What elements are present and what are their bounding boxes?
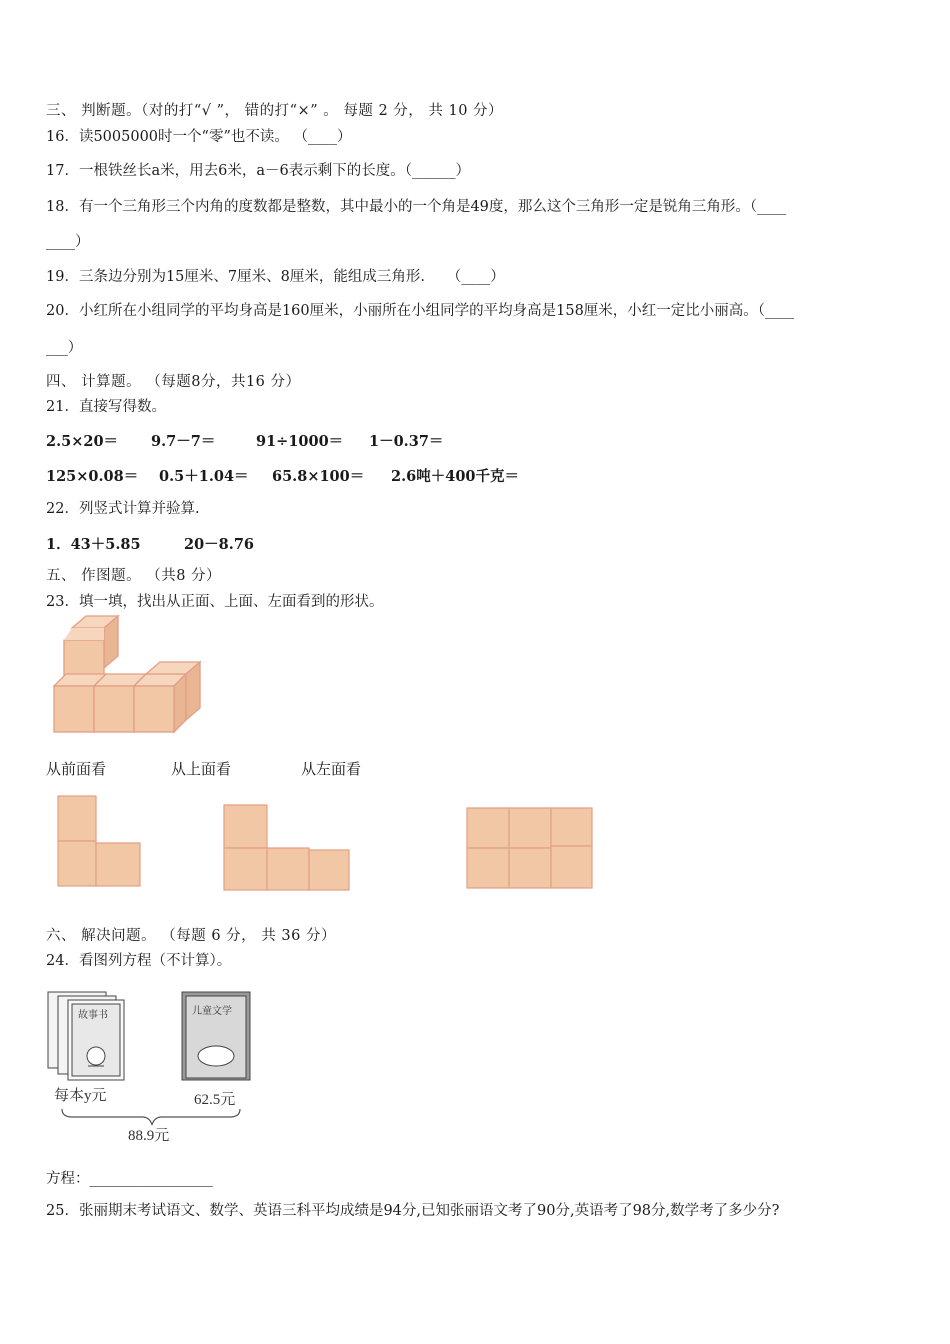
- calc-item: 20－8.76: [184, 536, 254, 553]
- literature-book-title: 儿童文学: [192, 1006, 232, 1017]
- top-view-label: 从上面看: [171, 760, 232, 778]
- question-18-continued: ____）: [46, 234, 90, 250]
- calc-item: 65.8×100＝: [272, 468, 365, 485]
- calc-item: 125×0.08＝: [46, 468, 139, 485]
- question-23: 23．填一填，找出从正面、上面、左面看到的形状。: [46, 594, 384, 610]
- question-20-continued: ___）: [46, 340, 83, 356]
- calc-item: 9.7－7＝: [151, 433, 216, 450]
- equation-blank[interactable]: 方程：_________________: [46, 1171, 213, 1187]
- section-6-heading: 六、 解决问题。 （每题 6 分， 共 36 分）: [46, 928, 336, 944]
- top-view-shape: [222, 803, 354, 893]
- question-18: 18．有一个三角形三个内角的度数都是整数，其中最小的一个角是49度，那么这个三角形一定是锐角三角形。（____: [46, 199, 787, 215]
- calc-item: 0.5＋1.04＝: [159, 468, 249, 485]
- question-22: 22．列竖式计算并验算.: [46, 501, 200, 517]
- story-book-title: 故事书: [78, 1010, 108, 1021]
- left-view-label: 从左面看: [301, 760, 362, 778]
- section-5-heading: 五、 作图题。 （共8 分）: [46, 568, 222, 584]
- book2-price-label: 62.5元: [194, 1092, 236, 1108]
- question-25: 25．张丽期末考试语文、数学、英语三科平均成绩是94分,已知张丽语文考了90分,英语考了98分,数学考了多少分?: [46, 1203, 780, 1219]
- section-3-heading: 三、 判断题。（对的打“√ ”， 错的打“×” 。 每题 2 分， 共 10 分）: [46, 103, 504, 119]
- calc-item: 2.6吨＋400千克＝: [391, 468, 519, 485]
- each-price-label: 每本y元: [54, 1088, 107, 1104]
- calc-item: 1－0.37＝: [369, 433, 444, 450]
- left-view-shape: [466, 806, 596, 892]
- question-21: 21．直接写得数。: [46, 399, 166, 415]
- question-16: 16．读5005000时一个“零”也不读。 （____）: [46, 129, 352, 145]
- section-4-heading: 四、 计算题。 （每题8分，共16 分）: [46, 374, 301, 390]
- question-17: 17．一根铁丝长a米，用去6米，a－6表示剩下的长度。（______）: [46, 163, 470, 179]
- calc-item: 1．43＋5.85: [46, 536, 141, 553]
- calc-item: 2.5×20＝: [46, 433, 119, 450]
- question-19: 19．三条边分别为15厘米、7厘米、8厘米，能组成三角形. （____）: [46, 269, 505, 285]
- books-illustration: [44, 986, 284, 1146]
- question-24: 24．看图列方程（不计算）。: [46, 953, 232, 969]
- front-view-label: 从前面看: [46, 760, 107, 778]
- total-price-label: 88.9元: [128, 1128, 170, 1144]
- question-20: 20．小红所在小组同学的平均身高是160厘米，小丽所在小组同学的平均身高是158厘米，小红一定比小丽高。（____: [46, 303, 795, 319]
- calc-item: 91÷1000＝: [256, 433, 344, 450]
- front-view-shape: [56, 795, 146, 889]
- cube-stack-figure: [46, 620, 206, 740]
